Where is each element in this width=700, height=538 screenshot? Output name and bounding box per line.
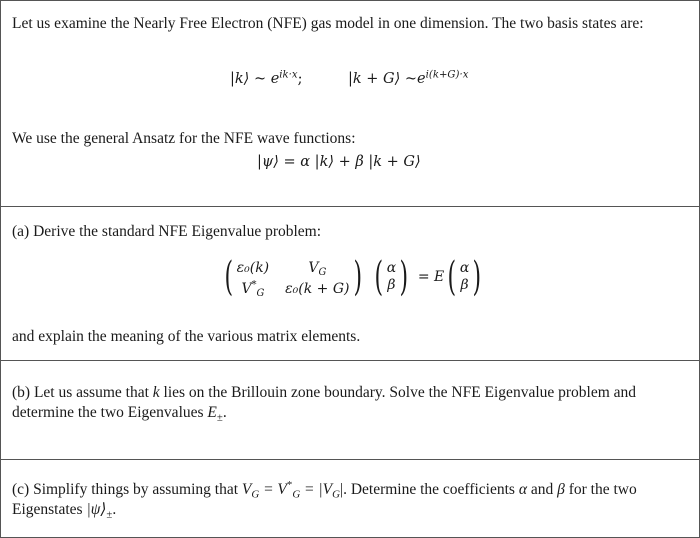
part-b-line-1: (b) Let us assume that k lies on the Brillouin zone boundary. Solve the NFE Eigenvalue problem and <box>12 384 637 401</box>
ansatz-equation: |ψ⟩ = α |k⟩ + β |k + G⟩ <box>257 154 421 170</box>
matrix-element-11: ε₀(k) <box>236 260 270 276</box>
vector-right-paren: ) <box>399 254 409 300</box>
part-b-line-2: determine the two Eigenvalues $E_\pm$. <box>12 404 227 424</box>
rhs-left-paren: ( <box>447 254 457 300</box>
matrix-right-paren: ) <box>353 254 362 300</box>
part-c-line-2: Eigenstates $|\psi⟩_\pm$. <box>12 501 117 521</box>
intro-line-1: Let us examine the Nearly Free Electron (NFE) gas model in one dimension. The two basis states are: <box>12 15 644 32</box>
rhs-right-paren: ) <box>472 254 482 300</box>
matrix-element-22: ε₀(k + G) <box>285 281 350 297</box>
part-a-prompt: (a) Derive the standard NFE Eigenvalue problem: <box>12 223 322 240</box>
basis-state-k: |k⟩ ~ $e^{ik\cdot x}$; <box>230 69 303 87</box>
intro-line-2: We use the general Ansatz for the NFE wave functions: <box>12 130 356 147</box>
basis-state-k-plus-g: |k + G⟩ $\sim e^{i(k+G)\cdot x}$ <box>348 69 469 87</box>
hamiltonian-matrix <box>236 260 350 299</box>
matrix-element-21: $V^*_G$ <box>241 279 265 299</box>
part-a-cell <box>1 207 699 361</box>
part-c-cell <box>1 460 699 537</box>
rhs-vector: α β <box>459 260 470 293</box>
eigenvalue-equation <box>221 255 485 299</box>
vector-left-paren: ( <box>374 254 384 300</box>
part-b-cell <box>1 361 699 460</box>
coefficient-vector: α β <box>386 260 397 293</box>
intro-cell <box>1 1 699 207</box>
matrix-element-12: $V_G$ <box>308 260 327 278</box>
part-c-line-1: (c) Simplify things by assuming that $V_G = V^*_G = |V_G|$. Determine the coefficients α and β for the two <box>12 479 637 501</box>
part-a-explain: and explain the meaning of the various matrix elements. <box>12 328 361 345</box>
matrix-left-paren: ( <box>224 254 234 300</box>
eigenvalue-equals: = E <box>417 269 445 285</box>
